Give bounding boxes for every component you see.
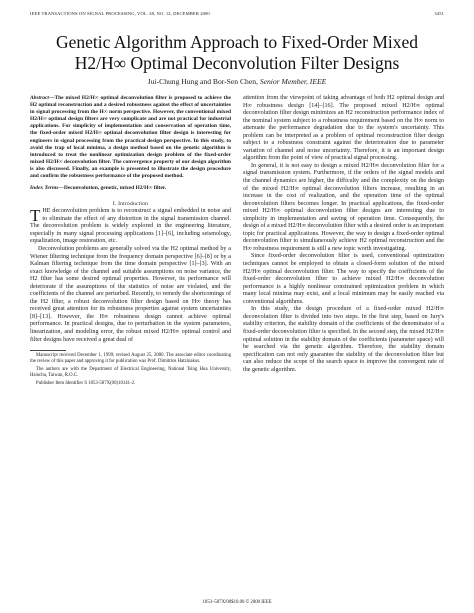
abstract-label: Abstract—: [30, 95, 55, 101]
right-paragraph-4: In this study, the design procedure of a fixed-order mixed H2/H∞ deconvolution filter is divided into two steps. In the first step, based on Jury's stability criterion, the stability domain of the coefficients of the denominator of a fixed-order deconvolution filter is specified. In the second step, the mixed H2/H∞ optimal solution in the stability domain of the coefficients (parameter space) will be searched via the genetic algorithm. Therefore, the stability domain specification can not only guarantee the stability of the deconvolution filter but can also reduce the scope of the search space to improve the convergent rate of the genetic algorithm.: [243, 306, 444, 373]
page-number: 3451: [434, 11, 444, 16]
section-heading: I. Introduction: [112, 201, 149, 208]
right-paragraph-2: In general, it is not easy to design a mixed H2/H∞ deconvolution filter for a signal transmission system. Furthermore, if the orders of the signal models and the channel dynamics are higher, the difficulty and the complexity on the design of the mixed H2/H∞ optimal deconvolution filters increase, resulting in an increase in the cost of realization, and the operation time of the optimal deconvolution filters becomes longer. In practical applications, the fixed-order mixed H2/H∞ optimal deconvolution filter designs are interesting due to simplicity in implementation and saving of operation time. Consequently, the design of a mixed H2/H∞ deconvolution filter with a desired order is an important topic for practical applications. However, the way to design a fixed-order optimal deconvolution filter to simultaneously achieve H2 optimal reconstruction and the H∞ robustness requirement is still a new topic worth investigating.: [243, 162, 444, 252]
intro-paragraph-1: [30, 208, 231, 246]
footnote-affiliation: The authors are with the Department of Electrical Engineering, National Tsing Hua University, Hsinchu, Taiwan, R.O.C.: [30, 367, 231, 379]
intro-paragraph-2: Deconvolution problems are generally solved via the H2 optimal method by a Wiener filtering technique from the frequency domain perspective [6]–[8] or by a Kalman filtering technique from the time domain perspective [1]–[3]. With an exact knowledge of the channel and suitable assumptions on noise variance, the H2 filter has some desired optimal properties. However, its performance will deteriorate if the assumptions of the statistics of noise are violated, and the coefficients of the channel are perturbed. Recently, to remedy the shortcomings of the H2 filter, a robust deconvolution filter design based on H∞ theory has received great attention for its robustness properties against system uncertainties [8]–[13]. However, the H∞ robustness design cannot achieve optimal performance. In practical designs, due to perturbation in the system parameters, linearization, and modeling error, the robust mixed H2/H∞ optimal control and filter designs have received a great deal of: [30, 245, 231, 343]
intro-paragraph-1-text: HE deconvolution problem is to reconstruct a signal embedded in noise and to eliminate the effect of any distortion in the signal transmission channel. The deconvolution problem is widely explored in the engineering literature, especially in many signal processing applications [1]–[6], including seismology, equalization, image restoration, etc.: [30, 208, 231, 245]
author-role: Senior Member, IEEE: [259, 77, 327, 86]
paper-title: [30, 32, 444, 74]
author-names: Jui-Chung Hung and Bor-Sen Chen,: [147, 77, 258, 86]
index-terms: [30, 185, 231, 192]
two-column-body: [30, 95, 444, 388]
right-column: [243, 95, 444, 388]
abstract: [30, 95, 231, 180]
footnote-pii: Publisher Item Identifier S 1053-587X(00)10141-2.: [36, 381, 136, 387]
right-paragraph-3: Since fixed-order deconvolution filter is used, conventional optimization techniques cannot be employed to obtain a closed-form solution of the mixed H2/H∞ optimal deconvolution filter. The way to specify the coefficients of the fixed-order deconvolution filter to achieve mixed H2/H∞ deconvolution performance is a highly nonlinear constrained optimization problem in which many local minima may exist, and a local minimum may be easily reached via conventional algorithms.: [243, 253, 444, 305]
abstract-text: The mixed H2/H∞ optimal deconvolution filter is proposed to achieve the H2 optimal reconstruction and a desired robustness against the effect of uncertainties in signal processing from the H∞ norm perspective. However, the conventional mixed H2/H∞ optimal design filters are very complicate and are not practical for industrial applications. For simplicity of implementation and conservation of operation time, the fixed-order mixed H2/H∞ optimal deconvolution filter design is interesting for engineers in signal processing from the practical design perspective. In this study, to avoid the trap of local minima, a design method based on the genetic algorithm is introduced to treat the nonlinear optimization design problem of the fixed-order mixed H2/H∞ deconvolution filter. The convergence property of our design algorithm is also discussed. Finally, an example is presented to illustrate the design procedure and confirm the robustness performance of the proposed method.: [30, 95, 231, 180]
footnote-rule: [30, 350, 66, 351]
footnote-manuscript: Manuscript received December 1, 1999; revised August 25, 2000. The associate editor coordinating the review of this paper and approving it for publication was Prof. Dimitrios Hatzinakos.: [30, 353, 231, 365]
author-line: [30, 77, 444, 87]
left-column: [30, 95, 231, 388]
title-line-2: H2/H∞ Optimal Deconvolution Filter Designs: [74, 53, 400, 73]
right-paragraph-1: attention from the viewpoint of taking advantage of both H2 optimal design and H∞ robustness design [14]–[16]. The proposed mixed H2/H∞ optimal deconvolution filter design minimizes an H2 reconstruction performance index of the nominal system subject to a robustness requirement based on the H∞ norm to attenuate the performance degradation due to the system's uncertainty. This problem can be interpreted as a problem of optimal reconstruction filter design subject to a robustness constraint against the deterioration due to parameter variation of channel and noise uncertainty. Therefore, it is an important design algorithm from the point of view of practical signal processing.: [243, 95, 444, 162]
title-line-1: Genetic Algorithm Approach to Fixed-Order Mixed: [55, 32, 419, 52]
index-terms-text: Deconvolution, genetic, mixed H2/H∞ filter.: [63, 185, 167, 192]
drop-cap: T: [30, 206, 41, 226]
running-head: [30, 10, 444, 18]
journal-header: IEEE TRANSACTIONS ON SIGNAL PROCESSING, VOL. 48, NO. 12, DECEMBER 2000: [30, 11, 210, 16]
index-terms-label: Index Terms—: [30, 185, 64, 192]
copyright-footer: 1053–587X/00$10.00 © 2000 IEEE: [202, 600, 272, 605]
